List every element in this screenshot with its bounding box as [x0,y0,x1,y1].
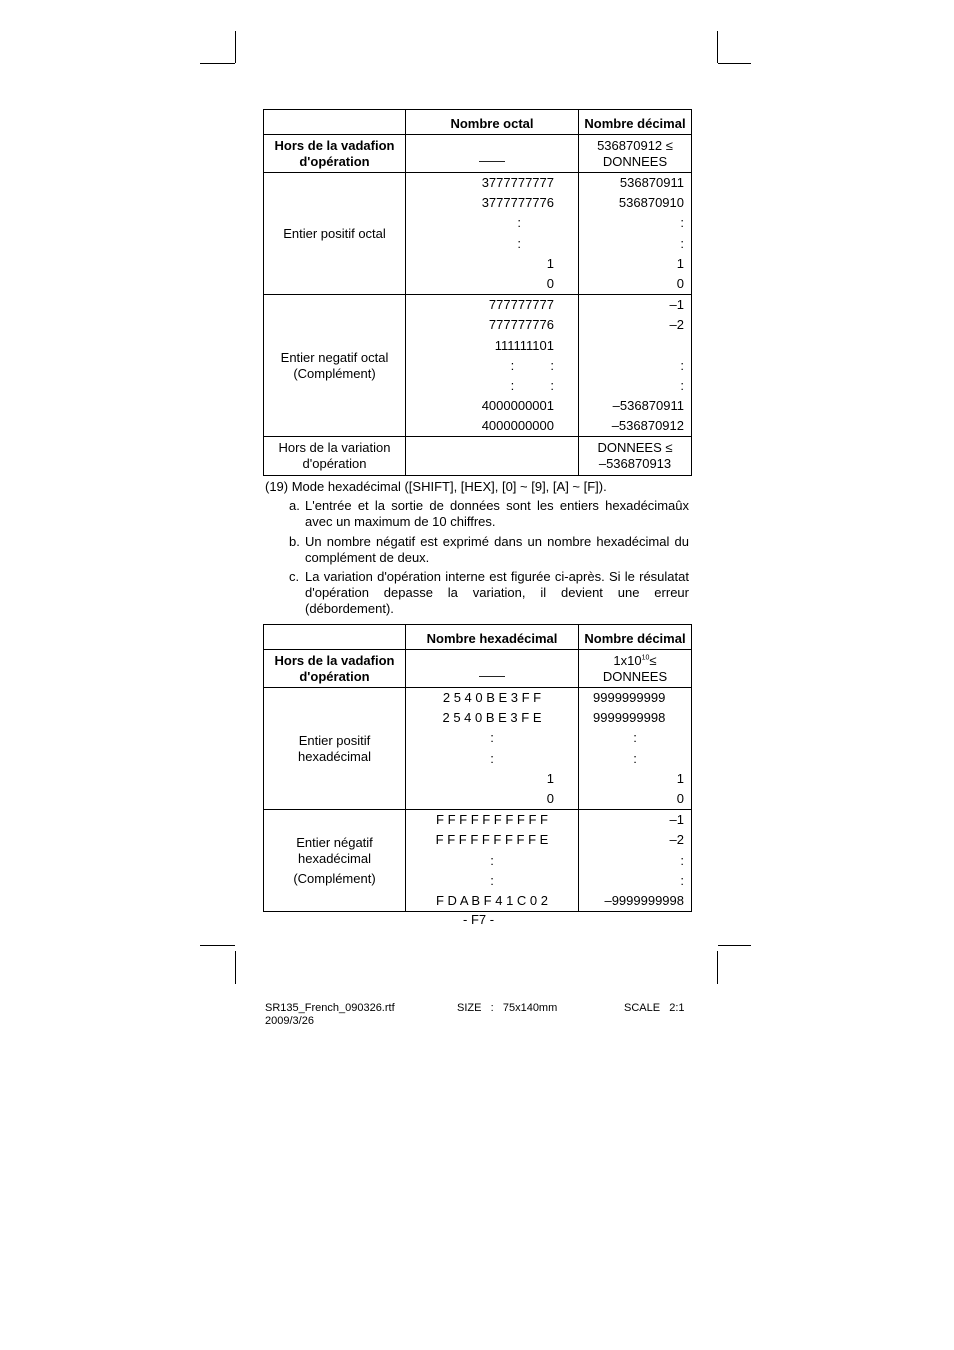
list-item [289,569,689,617]
table-row [264,295,692,437]
header-empty [264,110,406,135]
octal-cell [406,135,579,173]
decimal-value: 536870911 [619,175,684,190]
label-line: hexadécimal [298,850,371,866]
decimal-exponent: 10 [641,654,650,662]
decimal-base: 1x10 [613,652,642,668]
page-number: - F7 - [463,912,495,927]
octal-cell [406,173,579,295]
crop-mark [235,951,236,984]
decimal-value [579,336,684,356]
item-key: b. [289,534,300,549]
decimal-value: –1 [669,812,684,828]
octal-cell [406,437,579,476]
section-heading: (19) Mode hexadécimal ([SHIFT], [HEX], [0] ~ [9], [A] ~ [F]). [265,479,607,494]
table-row [264,688,692,810]
label-line: Entier négatif [296,834,373,850]
octal-value: : [517,235,521,251]
decimal-value: : [680,215,684,231]
decimal-value: 0 [676,790,684,806]
footer-scale: SCALE 2:1 [624,1002,685,1014]
decimal-line: DONNEES [602,153,668,169]
table-row [264,437,692,476]
decimal-value: 9999999999 [593,690,666,705]
decimal-value: : [680,357,684,373]
octal-value: 777777776 [488,317,554,333]
row-label [264,688,406,810]
list-item [289,498,689,530]
header-decimal: Nombre décimal [579,625,692,650]
item-key: c. [289,569,300,584]
footer-file: SR135_French_090326.rtf [265,1002,395,1014]
crop-mark [717,31,718,63]
header-octal: Nombre octal [406,110,579,135]
hex-value: 0 [546,790,554,806]
decimal-value: –536870911 [612,398,684,414]
decimal-value: 1 [676,770,684,786]
hex-value: F F F F F F F F F E [435,832,549,848]
decimal-line: 536870912 ≤ [597,137,673,153]
decimal-cell [579,295,692,437]
hex-cell [406,810,579,912]
hex-cell [406,688,579,810]
octal-cell [406,295,579,437]
decimal-value: 9999999998 [593,710,666,726]
crop-mark [718,945,751,946]
crop-mark [717,951,718,984]
decimal-value: 1 [676,255,684,271]
hex-value: F D A B F 4 1 C 0 2 [436,892,548,908]
hex-value: 2 5 4 0 B E 3 F F [442,690,542,705]
table-row [264,135,692,173]
octal-range-table [263,109,692,476]
item-key: a. [289,498,300,513]
octal-value: 111111101 [494,337,554,353]
row-label: Hors de la vadafion d'opération [264,650,406,688]
octal-value: 1 [546,255,554,271]
octal-value: 777777777 [488,297,554,313]
decimal-cell [579,650,692,688]
hex-value: F F F F F F F F F F [436,812,548,828]
decimal-value: –536870912 [611,418,684,434]
row-label [264,295,406,437]
footer-size: SIZE : 75x140mm [457,1002,558,1014]
decimal-value: : [633,750,637,766]
decimal-cell [579,437,692,476]
decimal-line [579,653,691,669]
row-label: Hors de la variation d'opération [264,437,406,476]
table-header-row [264,110,692,135]
table-row [264,173,692,295]
decimal-line: DONNEES [602,668,668,684]
decimal-value: : [680,235,684,251]
decimal-value: –2 [669,317,684,333]
row-label [264,810,406,912]
label-line: (Complément) [293,870,376,886]
hex-value: 2 5 4 0 B E 3 F E [442,710,542,726]
decimal-value: 0 [676,275,684,291]
crop-mark [200,63,235,64]
table-row [264,810,692,912]
label-line: Entier positif [298,732,371,748]
row-label: Entier positif octal [264,173,406,295]
octal-value: 3777777777 [481,175,554,190]
hex-cell [406,650,579,688]
octal-value: 3777777776 [481,195,554,211]
decimal-value: : [633,730,637,746]
decimal-value: : [680,852,684,868]
decimal-cell [579,810,692,912]
dash-mark: —— [479,153,505,168]
table-header-row [264,625,692,650]
header-empty [264,625,406,650]
hex-value: : [490,852,494,868]
decimal-value: : [680,872,684,888]
item-text: La variation d'opération interne est figurée ci-après. Si le résulatat d'opération depasse la variation, il devient une erreur (débordement). [305,569,689,616]
item-text: Un nombre négatif est exprimé dans un nombre hexadécimal du complément de deux. [305,534,689,565]
octal-value: : : [510,357,554,373]
octal-value: 4000000000 [481,418,554,434]
decimal-cell [579,173,692,295]
list-item [289,534,689,566]
octal-value: 4000000001 [481,398,554,414]
decimal-cell [579,688,692,810]
crop-mark [718,63,751,64]
item-text: L'entrée et la sortie de données sont les entiers hexadécimaûx avec un maximum de 10 chiffres. [305,498,689,529]
dash-mark: —— [479,668,505,683]
decimal-value: 536870910 [618,195,684,211]
decimal-line: DONNEES ≤ [597,440,673,456]
header-decimal: Nombre décimal [579,110,692,135]
decimal-value: –1 [669,297,684,313]
decimal-value: –9999999998 [604,892,684,908]
header-hex: Nombre hexadécimal [406,625,579,650]
octal-value: : [517,215,521,231]
table-row [264,650,692,688]
octal-value: : : [510,377,554,393]
decimal-line: –536870913 [598,456,672,472]
label-line: (Complément) [293,365,376,381]
hex-value: : [490,872,494,888]
hex-value: : [490,730,494,746]
decimal-relation: ≤ [649,652,657,668]
octal-value: 0 [546,275,554,291]
label-line: hexadécimal [298,748,371,764]
hex-value: 1 [546,770,554,786]
hex-range-table [263,624,692,912]
row-label: Hors de la vadafion d'opération [264,135,406,173]
crop-mark [235,31,236,63]
footer-date: 2009/3/26 [265,1015,314,1027]
decimal-value: : [680,377,684,393]
label-line: Entier negatif octal [280,349,389,365]
decimal-value: –2 [669,832,684,848]
hex-value: : [490,750,494,766]
crop-mark [200,945,235,946]
decimal-cell [579,135,692,173]
